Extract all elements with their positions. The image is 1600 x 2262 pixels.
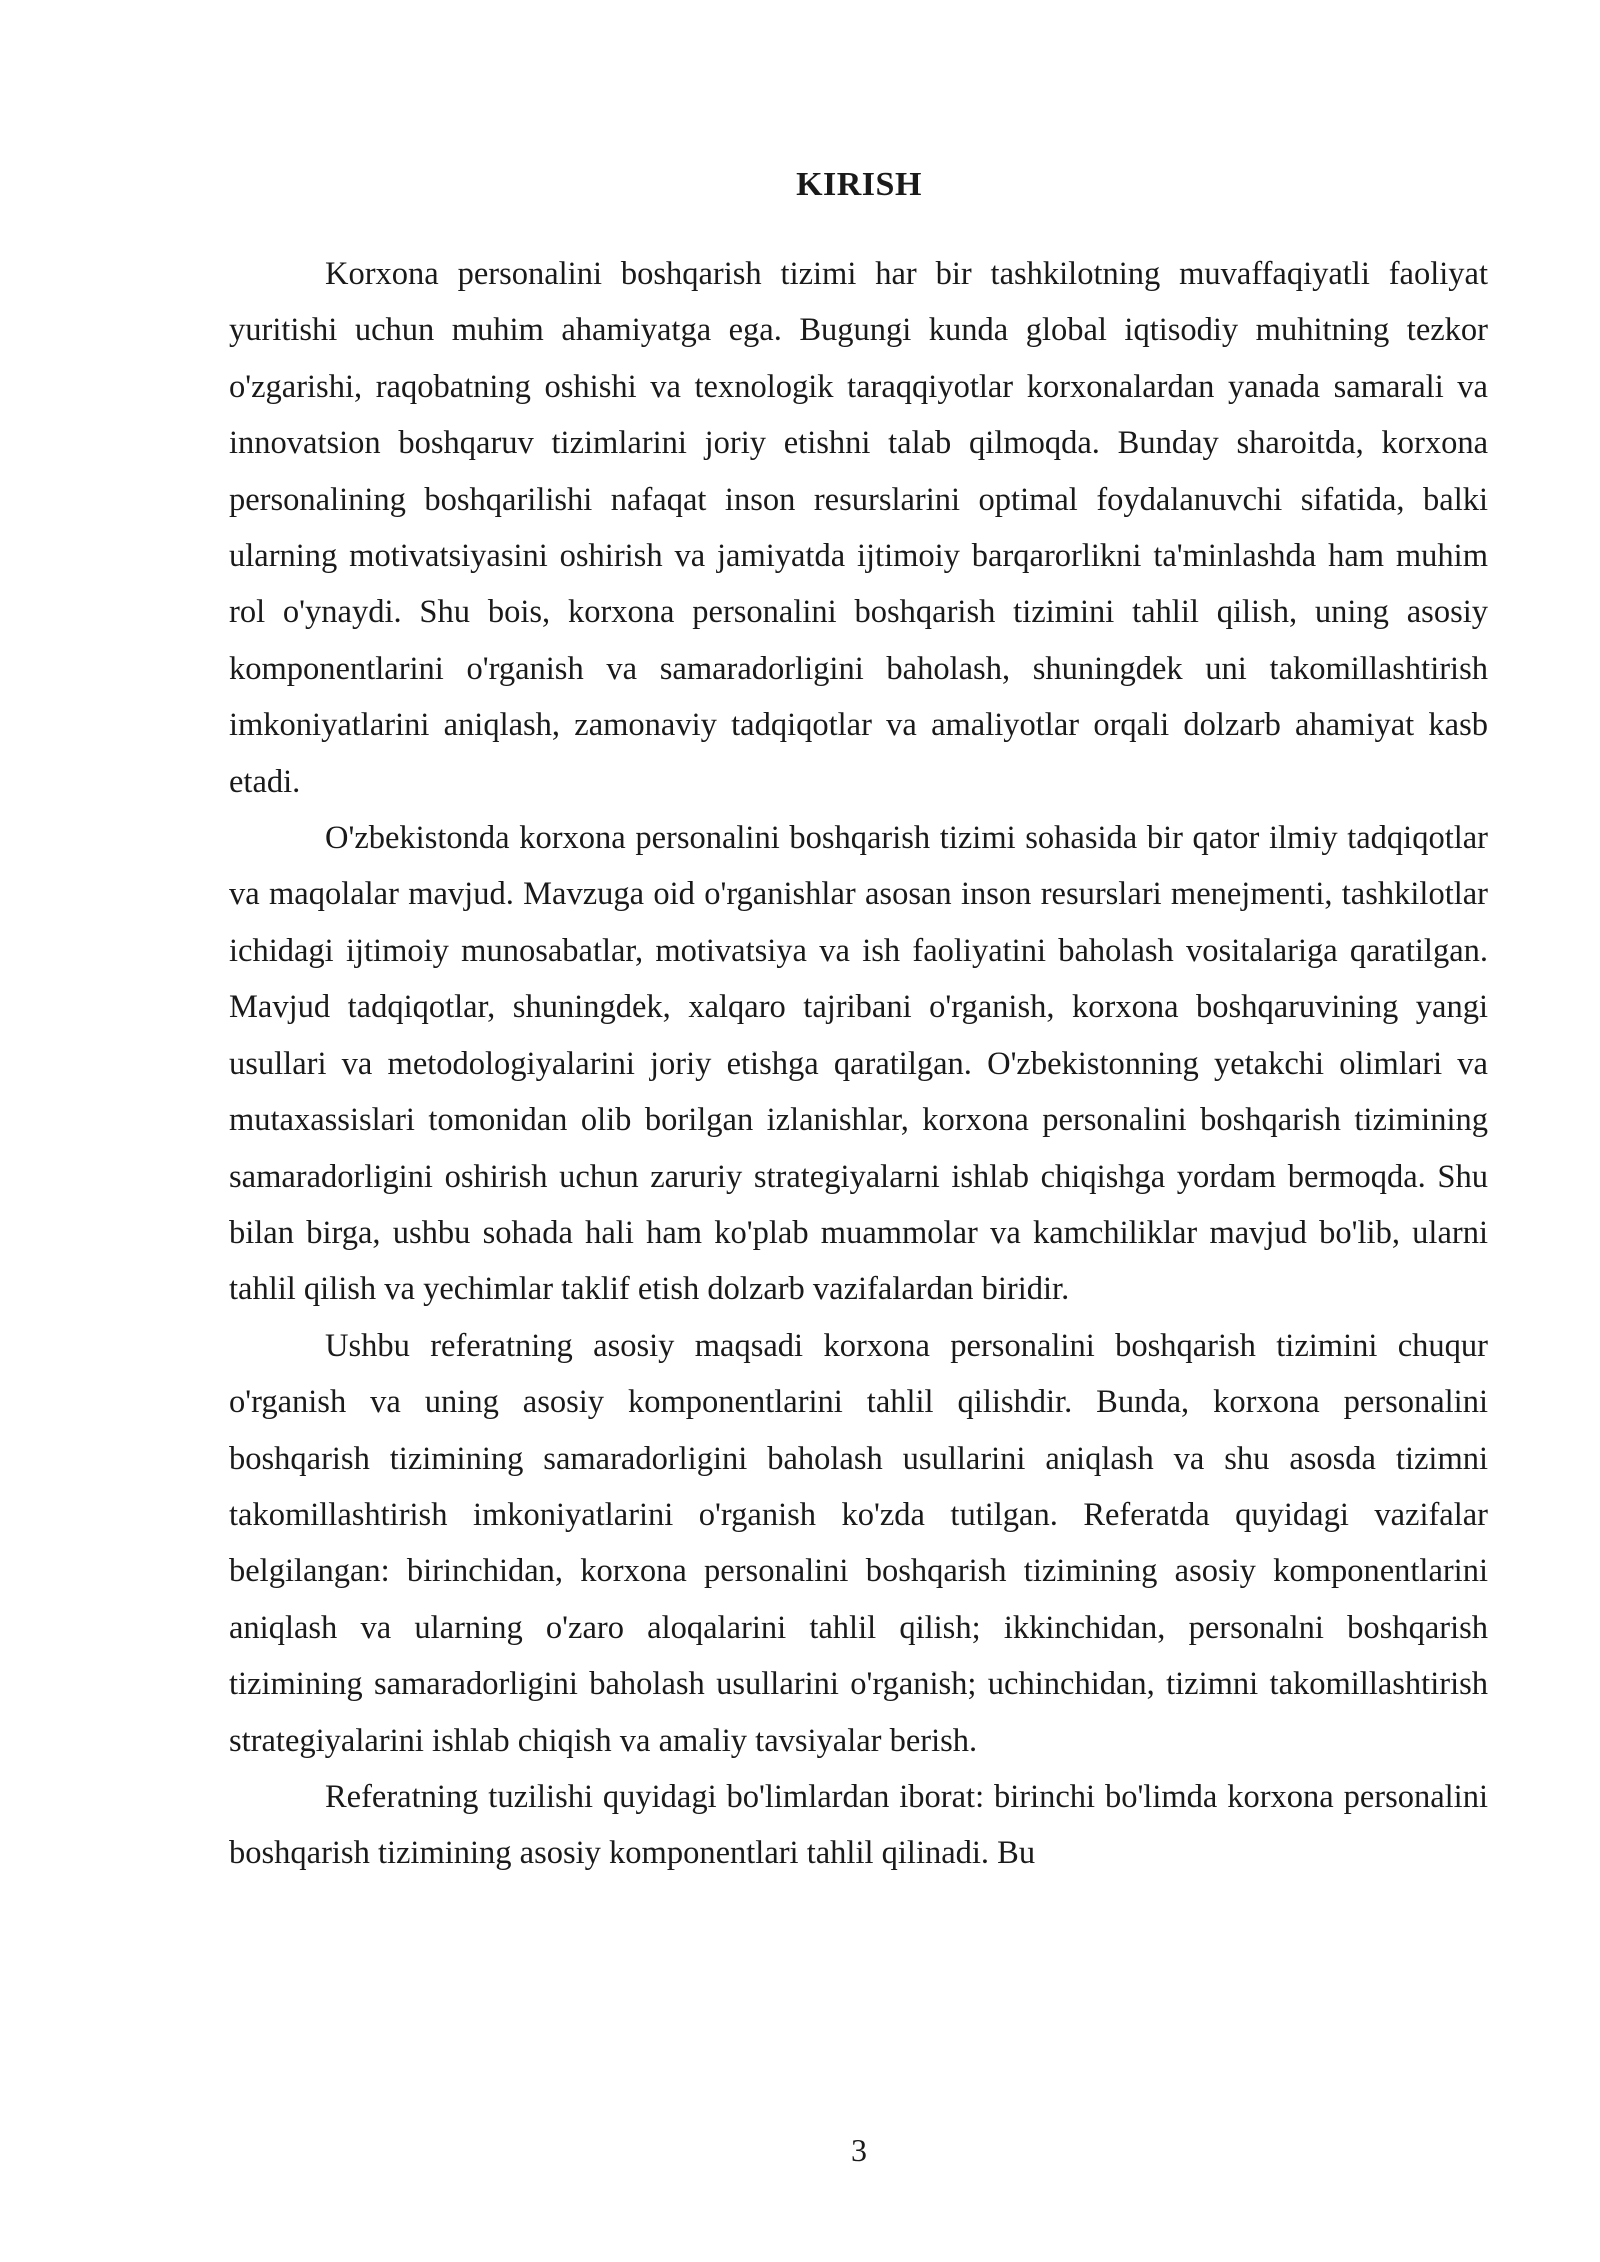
document-body bbox=[229, 246, 1488, 1882]
page-title: KIRISH bbox=[796, 166, 922, 203]
paragraph-1: Korxona personalini boshqarish tizimi har bir tashkilotning muvaffaqiyatli faoliyat yuritishi uchun muhim ahamiyatga ega. Bugungi kunda global iqtisodiy muhitning tezkor o'zgarishi, raqobatning oshishi va texnologik taraqqiyotlar korxonalardan yanada samarali va innovatsion boshqaruv tizimlarini joriy etishni talab qilmoqda. Bunday sharoitda, korxona personalining boshqarilishi nafaqat inson resurslarini optimal foydalanuvchi sifatida, balki ularning motivatsiyasini oshirish va jamiyatda ijtimoiy barqarorlikni ta'minlashda ham muhim rol o'ynaydi. Shu bois, korxona personalini boshqarish tizimini tahlil qilish, uning asosiy komponentlarini o'rganish va samaradorligini baholash, shuningdek uni takomillashtirish imkoniyatlarini aniqlash, zamonaviy tadqiqotlar va amaliyotlar orqali dolzarb ahamiyat kasb etadi. bbox=[229, 256, 1488, 800]
paragraph-3: Ushbu referatning asosiy maqsadi korxona personalini boshqarish tizimini chuqur o'rganish va uning asosiy komponentlarini tahlil qilishdir. Bunda, korxona personalini boshqarish tizimining samaradorligini baholash usullarini aniqlash va shu asosda tizimni takomillashtirish imkoniyatlarini o'rganish ko'zda tutilgan. Referatda quyidagi vazifalar belgilangan: birinchidan, korxona personalini boshqarish tizimining asosiy komponentlarini aniqlash va ularning o'zaro aloqalarini tahlil qilish; ikkinchidan, personalni boshqarish tizimining samaradorligini baholash usullarini o'rganish; uchinchidan, tizimni takomillashtirish strategiyalarini ishlab chiqish va amaliy tavsiyalar berish. bbox=[229, 1327, 1488, 1759]
paragraph-4: Referatning tuzilishi quyidagi bo'limlardan iborat: birinchi bo'limda korxona personalini boshqarish tizimining asosiy komponentlari tahlil qilinadi. Bu bbox=[229, 1778, 1488, 1872]
page-number: 3 bbox=[851, 2132, 867, 2168]
paragraph-2: O'zbekistonda korxona personalini boshqarish tizimi sohasida bir qator ilmiy tadqiqotlar va maqolalar mavjud. Mavzuga oid o'rganishlar asosan inson resurslari menejmenti, tashkilotlar ichidagi ijtimoiy munosabatlar, motivatsiya va ish faoliyatini baholash vositalariga qaratilgan. Mavjud tadqiqotlar, shuningdek, xalqaro tajribani o'rganish, korxona boshqaruvining yangi usullari va metodologiyalarini joriy etishga qaratilgan. O'zbekistonning yetakchi olimlari va mutaxassislari tomonidan olib borilgan izlanishlar, korxona personalini boshqarish tizimining samaradorligini oshirish uchun zaruriy strategiyalarni ishlab chiqishga yordam bermoqda. Shu bilan birga, ushbu sohada hali ham ko'plab muammolar va kamchiliklar mavjud bo'lib, ularni tahlil qilish va yechimlar taklif etish dolzarb vazifalardan biridir. bbox=[229, 820, 1488, 1308]
